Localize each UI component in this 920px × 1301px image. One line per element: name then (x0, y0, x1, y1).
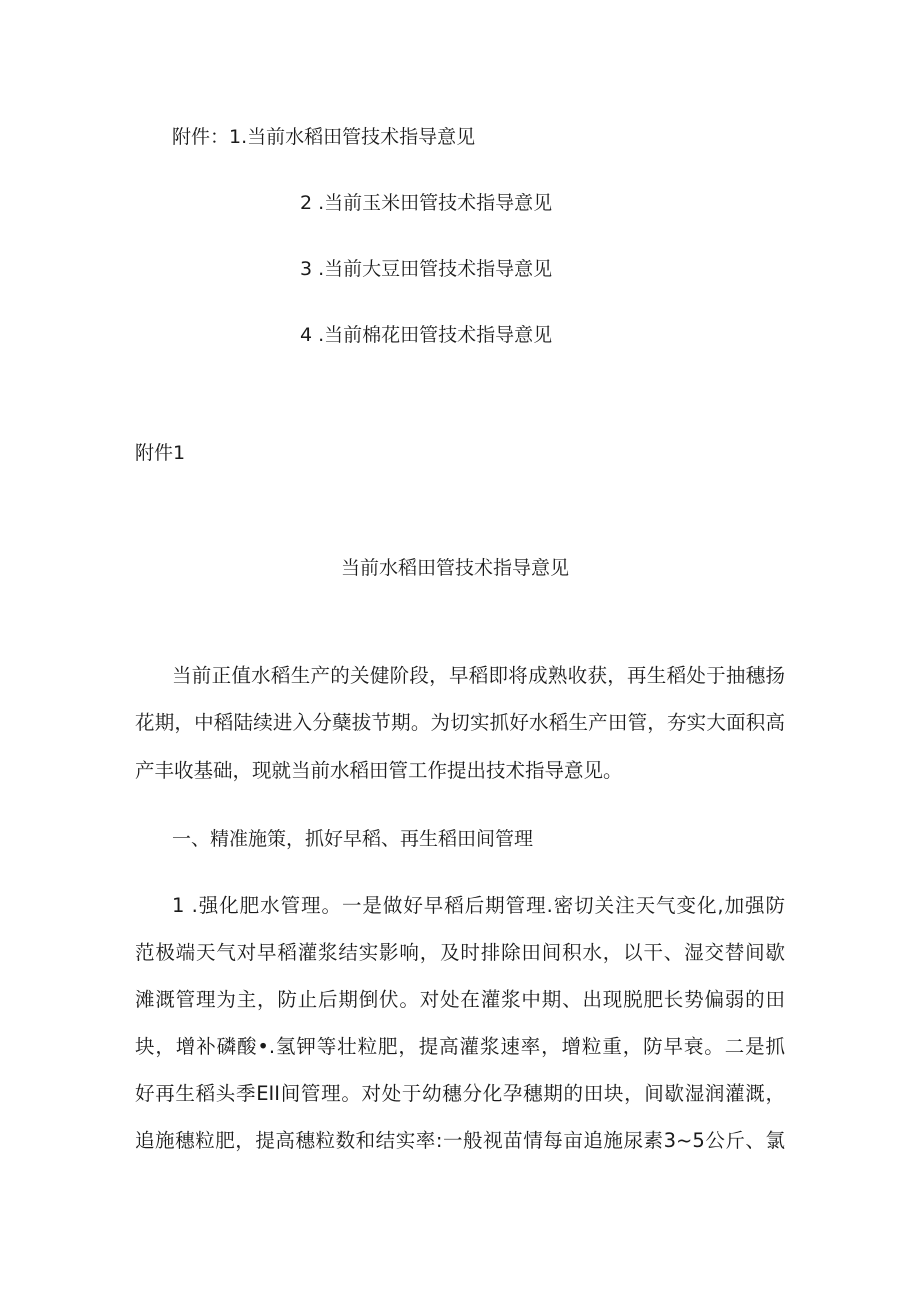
attachment-item-3: 3 .当前大豆田管技术指导意见 (300, 258, 553, 280)
item-paragraph-line-5: 好再生稻头季EII间管理。对处于幼穗分化孕穗期的田块，间歇湿润灌溉， (135, 1082, 785, 1105)
attachments-lead: 附件： (172, 126, 230, 148)
attachment-item-4: 4 .当前棉花田管技术指导意见 (300, 324, 553, 346)
attachment-label: 附件1 (135, 442, 186, 464)
item-paragraph-line-6: 追施穗粒肥，提高穗粒数和结实率:一般视苗情每亩追施尿素3~5公斤、氯 (135, 1129, 785, 1152)
intro-paragraph-line-2: 花期，中稻陆续进入分蘖拔节期。为切实抓好水稻生产田管，夯实大面积高 (135, 711, 785, 734)
section-heading: 一、精准施策，抓好早稻、再生稻田间管理 (172, 828, 534, 850)
attachment-item-2: 2 .当前玉米田管技术指导意见 (300, 192, 553, 214)
attachments-lead-line (172, 125, 475, 149)
item-paragraph-line-3: 滩溉管理为主，防止后期倒伏。对处在灌浆中期、出现脱肥长势偏弱的田 (135, 988, 785, 1011)
item-paragraph-line-2: 范极端天气对早稻灌浆结实影响，及时排除田间积水，以干、湿交替间歇 (135, 941, 785, 964)
item-paragraph-line-1: 1 .强化肥水管理。一是做好早稻后期管理.密切关注天气变化,加强防 (172, 894, 785, 917)
document-title: 当前水稻田管技术指导意见 (341, 557, 570, 579)
attachment-item-1: 1.当前水稻田管技术指导意见 (229, 126, 476, 148)
intro-paragraph-line-3: 产丰收基础，现就当前水稻田管工作提出技术指导意见。 (135, 759, 623, 782)
item-paragraph-line-4: 块，增补磷酸•.氢钾等壮粒肥，提高灌浆速率，增粒重，防早衰。二是抓 (135, 1035, 785, 1058)
intro-paragraph-line-1: 当前正值水稻生产的关健阶段，早稻即将成熟收获，再生稻处于抽穗扬 (172, 664, 785, 687)
